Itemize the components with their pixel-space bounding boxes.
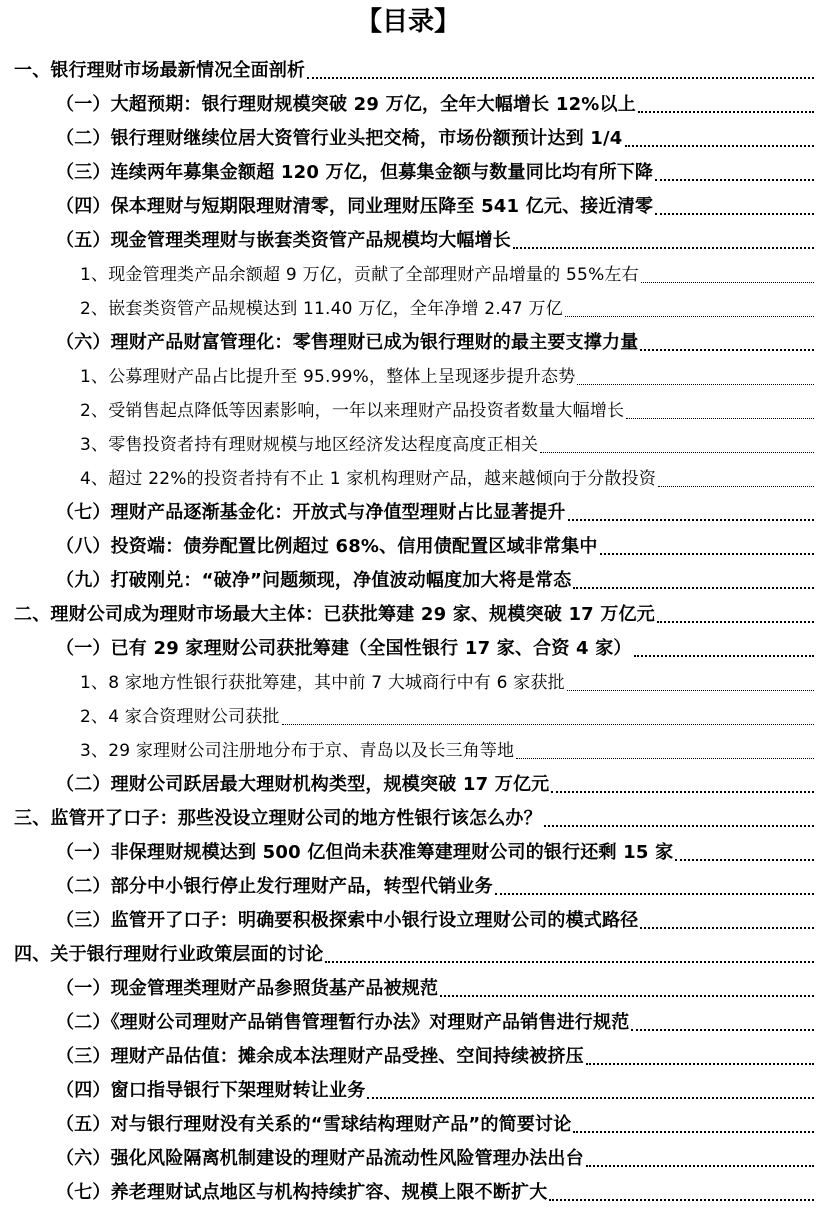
toc-entry[interactable]	[14, 602, 814, 628]
toc-entry[interactable]	[80, 296, 814, 322]
toc-entry-text: （七）养老理财试点地区与机构持续扩容、规模上限不断扩大	[56, 1182, 548, 1203]
toc-entry[interactable]	[56, 330, 814, 356]
toc-entry-text: （八）投资端：债券配置比例超过 68%、信用债配置区域非常集中	[56, 536, 598, 557]
toc-entry-text: 四、关于银行理财行业政策层面的讨论	[14, 944, 324, 965]
dot-leader	[565, 316, 814, 317]
toc-entry[interactable]	[56, 160, 814, 186]
toc-entry-text: （二）银行理财继续位居大资管行业头把交椅，市场份额预计达到 1/4	[56, 128, 623, 149]
dot-leader	[641, 282, 814, 283]
dot-leader	[675, 859, 814, 861]
toc-entry[interactable]	[56, 534, 814, 560]
toc-entry-text: （二）理财公司跃居最大理财机构类型，规模突破 17 万亿元	[56, 774, 550, 795]
toc-entry-text: 一、银行理财市场最新情况全面剖析	[14, 60, 306, 81]
toc-entry[interactable]	[56, 1112, 814, 1138]
toc-entry[interactable]	[80, 704, 814, 730]
dot-leader	[573, 1131, 814, 1133]
toc-entry-text: 3、29 家理财公司注册地分布于京、青岛以及长三角等地	[80, 741, 515, 761]
toc-entry-text: （五）对与银行理财没有关系的“雪球结构理财产品”的简要讨论	[56, 1114, 572, 1135]
dot-leader	[600, 553, 814, 555]
dot-leader	[586, 1063, 814, 1065]
toc-entry[interactable]	[80, 466, 814, 492]
toc-entry-text: 2、4 家合资理财公司获批	[80, 707, 280, 727]
toc-entry-text: 1、现金管理类产品余额超 9 万亿，贡献了全部理财产品增量的 55%左右	[80, 265, 639, 285]
toc-entry-text: （六）理财产品财富管理化：零售理财已成为银行理财的最主要支撑力量	[56, 332, 639, 353]
dot-leader	[655, 179, 814, 181]
toc-entry[interactable]	[56, 228, 814, 254]
toc-entry[interactable]	[80, 670, 814, 696]
dot-leader	[568, 519, 814, 521]
dot-leader	[544, 825, 814, 827]
toc-entry[interactable]	[56, 92, 814, 118]
dot-leader	[638, 111, 814, 113]
toc-entry-text: 1、公募理财产品占比提升至 95.99%，整体上呈现逐步提升态势	[80, 367, 576, 387]
toc-entry[interactable]	[80, 738, 814, 764]
dot-leader	[551, 791, 814, 793]
toc-entry[interactable]	[56, 908, 814, 934]
dot-leader	[586, 1165, 814, 1167]
dot-leader	[657, 621, 814, 623]
dot-leader	[325, 961, 814, 963]
toc-entry-text: （二）部分中小银行停止发行理财产品，转型代销业务	[56, 876, 493, 897]
toc-entry[interactable]	[56, 568, 814, 594]
toc-entry-text: （一）非保理财规模达到 500 亿但尚未获准筹建理财公司的银行还剩 15 家	[56, 842, 674, 863]
toc-entry-text: 3、零售投资者持有理财规模与地区经济发达程度高度正相关	[80, 435, 539, 455]
toc-entry[interactable]	[56, 194, 814, 220]
toc-entry-text: 4、超过 22%的投资者持有不止 1 家机构理财产品，越来越倾向于分散投资	[80, 469, 657, 489]
toc-entry-text: 1、8 家地方性银行获批筹建，其中前 7 大城商行中有 6 家获批	[80, 673, 565, 693]
toc-entry[interactable]	[56, 126, 814, 152]
dot-leader	[513, 247, 814, 249]
dot-leader	[282, 724, 814, 725]
toc-entry-text: （三）连续两年募集金额超 120 万亿，但募集金额与数量同比均有所下降	[56, 162, 654, 183]
dot-leader	[573, 587, 814, 589]
toc-entry[interactable]	[56, 1180, 814, 1206]
dot-leader	[658, 486, 814, 487]
toc-entry[interactable]	[56, 1078, 814, 1104]
toc-entry-text: 2、受销售起点降低等因素影响，一年以来理财产品投资者数量大幅增长	[80, 401, 625, 421]
toc-entry-text: 三、监管开了口子：那些没设立理财公司的地方性银行该怎么办？	[14, 808, 542, 829]
dot-leader	[625, 145, 815, 147]
dot-leader	[655, 213, 814, 215]
toc-entry[interactable]	[14, 58, 814, 84]
toc-entry-text: 2、嵌套类资管产品规模达到 11.40 万亿，全年净增 2.47 万亿	[80, 299, 563, 319]
toc-entry-text: （四）保本理财与短期限理财清零，同业理财压降至 541 亿元、接近清零	[56, 196, 654, 217]
toc-entry-text: （三）理财产品估值：摊余成本法理财产品受挫、空间持续被挤压	[56, 1046, 584, 1067]
dot-leader	[634, 655, 814, 657]
toc-entry-text: （一）现金管理类理财产品参照货基产品被规范	[56, 978, 439, 999]
toc-entry[interactable]	[56, 772, 814, 798]
dot-leader	[577, 384, 814, 385]
dot-leader	[440, 995, 814, 997]
toc-entry-text: （三）监管开了口子：明确要积极探索中小银行设立理财公司的模式路径	[56, 910, 639, 931]
dot-leader	[567, 690, 814, 691]
dot-leader	[307, 77, 814, 79]
page-title: 【目录】	[355, 7, 460, 37]
toc-entry[interactable]	[56, 1146, 814, 1172]
dot-leader	[367, 1097, 814, 1099]
toc-entry-text: （四）窗口指导银行下架理财转让业务	[56, 1080, 366, 1101]
toc-entry[interactable]	[56, 636, 814, 662]
toc-entry[interactable]	[56, 976, 814, 1002]
toc-entry[interactable]	[56, 1044, 814, 1070]
toc-entry-text: （二）《理财公司理财产品销售管理暂行办法》对理财产品销售进行规范	[56, 1012, 630, 1033]
toc-entry[interactable]	[80, 432, 814, 458]
dot-leader	[626, 418, 814, 419]
toc-entry-text: 二、理财公司成为理财市场最大主体：已获批筹建 29 家、规模突破 17 万亿元	[14, 604, 655, 625]
toc-entry-text: （七）理财产品逐渐基金化：开放式与净值型理财占比显著提升	[56, 502, 566, 523]
toc-entry[interactable]	[14, 942, 814, 968]
toc-entry[interactable]	[56, 1010, 814, 1036]
dot-leader	[631, 1029, 814, 1031]
toc-entry-text: （九）打破刚兑：“破净”问题频现，净值波动幅度加大将是常态	[56, 570, 572, 591]
dot-leader	[495, 893, 814, 895]
dot-leader	[516, 758, 814, 759]
dot-leader	[540, 452, 814, 453]
toc-entry[interactable]	[56, 874, 814, 900]
dot-leader	[549, 1199, 814, 1201]
toc-entry[interactable]	[56, 500, 814, 526]
toc-entry[interactable]	[80, 262, 814, 288]
toc-entry-text: （六）强化风险隔离机制建设的理财产品流动性风险管理办法出台	[56, 1148, 584, 1169]
toc-entry-text: （五）现金管理类理财与嵌套类资管产品规模均大幅增长	[56, 230, 511, 251]
toc-entry[interactable]	[80, 398, 814, 424]
toc-entry-text: （一）已有 29 家理财公司获批筹建（全国性银行 17 家、合资 4 家）	[56, 638, 632, 659]
toc-entry[interactable]	[56, 840, 814, 866]
dot-leader	[640, 927, 814, 929]
toc-entry[interactable]	[14, 806, 814, 832]
toc-entry[interactable]	[80, 364, 814, 390]
dot-leader	[640, 349, 814, 351]
toc-entry-text: （一）大超预期：银行理财规模突破 29 万亿，全年大幅增长 12%以上	[56, 94, 636, 115]
